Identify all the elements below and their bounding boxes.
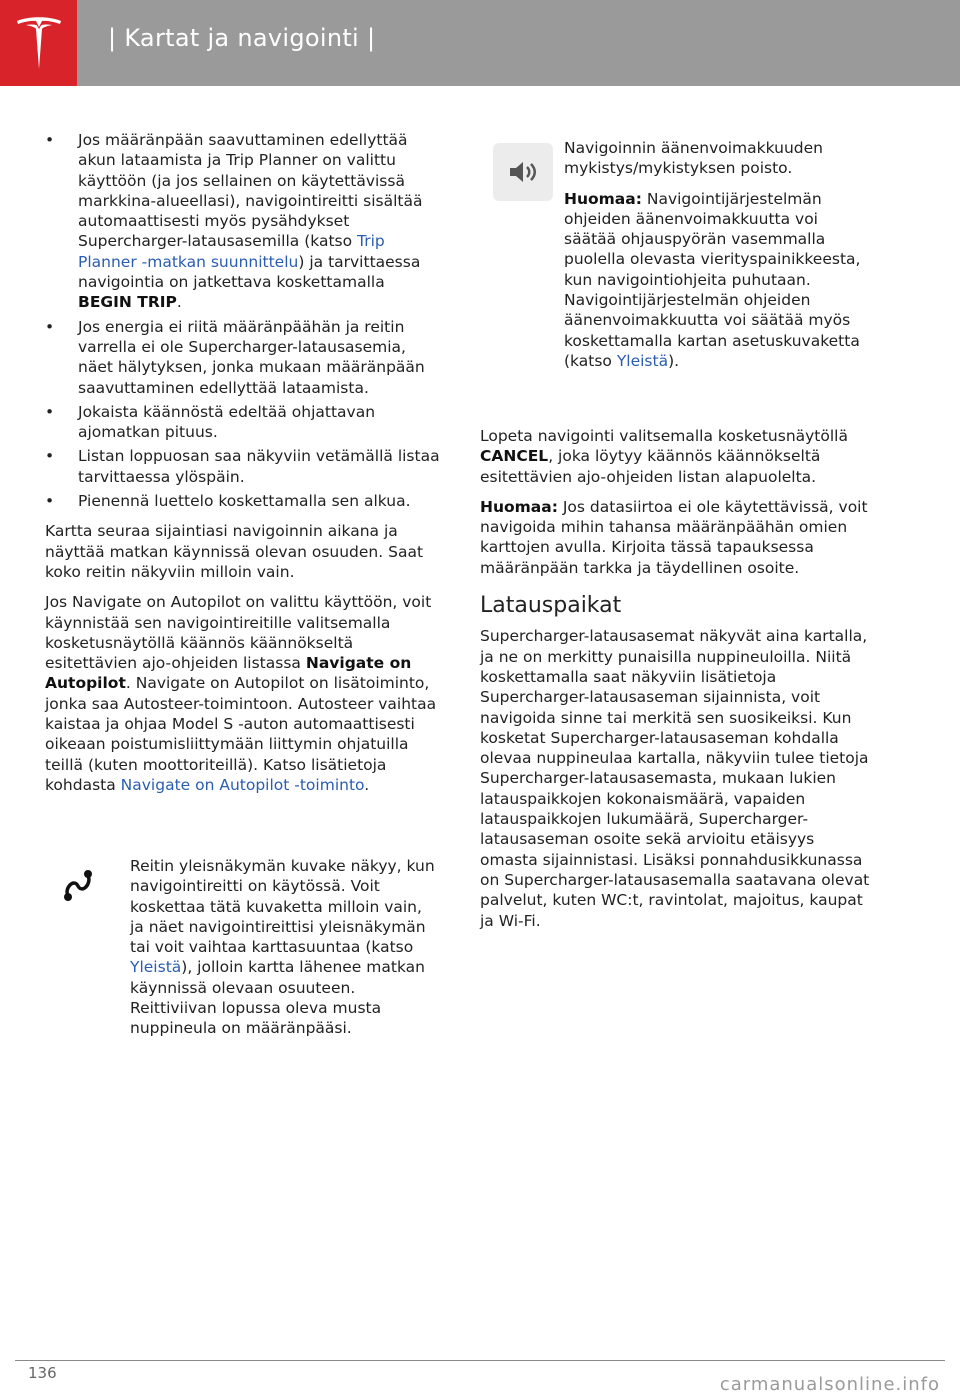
- general-link[interactable]: Yleistä: [616, 351, 669, 370]
- page-header: [0, 0, 960, 86]
- footer-divider: [15, 1360, 945, 1361]
- note: Huomaa: Jos datasiirtoa ei ole käytettävissä, voit navigoida mihin tahansa määränpäähän omien karttojen avulla. Kirjoita tässä tapauksessa määränpään tarkka ja täydellinen osoite.: [480, 497, 868, 577]
- route-overview-note: [45, 856, 440, 1066]
- page-number: 136: [28, 1364, 57, 1382]
- tesla-logo-icon: [14, 15, 64, 71]
- paragraph: Lopeta navigointi valitsemalla kosketusnäytöllä CANCEL, joka löytyy käännös käännökseltä esitettävien ajo-ohjeiden listan alapuolelta.: [480, 427, 848, 486]
- speaker-volume-icon: [493, 143, 553, 201]
- heading-charging-locations: Latauspaikat: [480, 593, 622, 619]
- navigate-on-autopilot-link[interactable]: Navigate on Autopilot -toiminto: [120, 775, 365, 794]
- volume-note-text: [564, 138, 870, 381]
- route-overview-text: Reitin yleisnäkymän kuvake näkyy, kun navigointireitti on käytössä. Voit koskettaa tätä kuvaketta milloin vain, ja näet navigointireittisi yleisnäkymän tai voit vaihtaa karttasuuntaa (katso Yleistä), jolloin kartta lähenee matkan käynnissä olevaan osuuteen. Reittiviivan lopussa oleva musta nuppineula on määränpääsi.: [130, 857, 435, 1038]
- paragraph: Navigoinnin äänenvoimakkuuden mykistys/mykistyksen poisto.: [564, 139, 823, 178]
- paragraph: Kartta seuraa sijaintiasi navigoinnin aikana ja näyttää matkan käynnissä olevan osuuden. Saat koko reitin näkyviin milloin vain.: [45, 522, 424, 581]
- section-title: | Kartat ja navigointi |: [108, 24, 376, 52]
- watermark: carmanualsonline.info: [719, 1374, 940, 1395]
- list-item: • Jos energia ei riitä määränpäähän ja reitin varrella ei ole Supercharger-latausasemia, näet hälytyksen, jonka mukaan määränpään saavuttaminen edellyttää lataamista.: [45, 317, 440, 398]
- right-column: [480, 426, 870, 941]
- left-column: [45, 130, 440, 805]
- tesla-logo: [0, 0, 77, 86]
- note: Huomaa: Navigointijärjestelmän ohjeiden äänenvoimakkuutta voi säätää ohjauspyörän vasemmalla puolella olevasta vierityspainikkeesta, kun navigointiohjeita puhutaan. Navigointijärjestelmän ohjeiden äänenvoimakkuutta voi säätää myös koskettamalla kartan asetuskuvaketta (katso Yleistä).: [564, 189, 861, 370]
- list-item: • Listan loppuosan saa näkyviin vetämällä listaa tarvittaessa ylöspäin.: [45, 446, 440, 487]
- route-overview-icon: [45, 856, 115, 916]
- volume-icon-wrap: [488, 142, 558, 202]
- paragraph: Jos Navigate on Autopilot on valittu käyttöön, voit käynnistää sen navigointireitille valitsemalla kosketusnäytöllä käännös käännökseltä esitettävien ajo-ohjeiden listassa Navigate on Autopilot. Navigate on Autopilot on lisätoiminto, jonka saa Autosteer-toimintoon. Autosteer vaihtaa kaistaa ja ohjaa Model S -auton automaattisesti oikeaan poistumisliittymään liittymin ohjatuilla teillä (kuten moottoriteillä). Katso lisätietoja kohdasta Navigate on Autopilot -toiminto.: [45, 593, 437, 794]
- volume-note: [488, 138, 870, 398]
- paragraph: Supercharger-latausasemat näkyvät aina kartalla, ja ne on merkitty punaisilla nuppineuloilla. Niitä koskettamalla saat näkyviin lisätietoja Supercharger-latausaseman sijainnista, voit navigoida sinne tai merkitä sen suosikeiksi. Kun kosketat Supercharger-latausaseman kohdalla olevaa nuppineulaa kartalla, näkyviin tulee tietoja Supercharger-latausasemasta, mukaan lukien latauspaikkojen kokonaismäärä, vapaiden latauspaikkojen lukumäärä, Supercharger-latausaseman osoite sekä arvioitu etäisyys omasta sijainnistasi. Lisäksi ponnahdusikkunassa on Supercharger-latausasemalla saatavana olevat palvelut, kuten WC:t, ravintolat, majoitus, kaupat ja Wi-Fi.: [480, 627, 870, 930]
- list-item: • Pienennä luettelo koskettamalla sen alkua.: [45, 491, 440, 511]
- list-item: • Jos määränpään saavuttaminen edellyttää akun lataamista ja Trip Planner on valittu käyttöön (ja jos sellainen on käytettävissä markkina-alueellasi), navigointireitti sisältää automaattisesti myös pysähdykset Supercharger-latausasemilla (katso Trip Planner -matkan suunnittelu) ja tarvittaessa navigointia on jatkettava koskettamalla BEGIN TRIP.: [45, 130, 440, 313]
- bullet-list: [45, 130, 440, 511]
- trip-planner-link[interactable]: Trip Planner -matkan suunnittelu: [78, 232, 385, 271]
- list-item: • Jokaista käännöstä edeltää ohjattavan ajomatkan pituus.: [45, 402, 440, 443]
- general-link[interactable]: Yleistä: [130, 958, 182, 977]
